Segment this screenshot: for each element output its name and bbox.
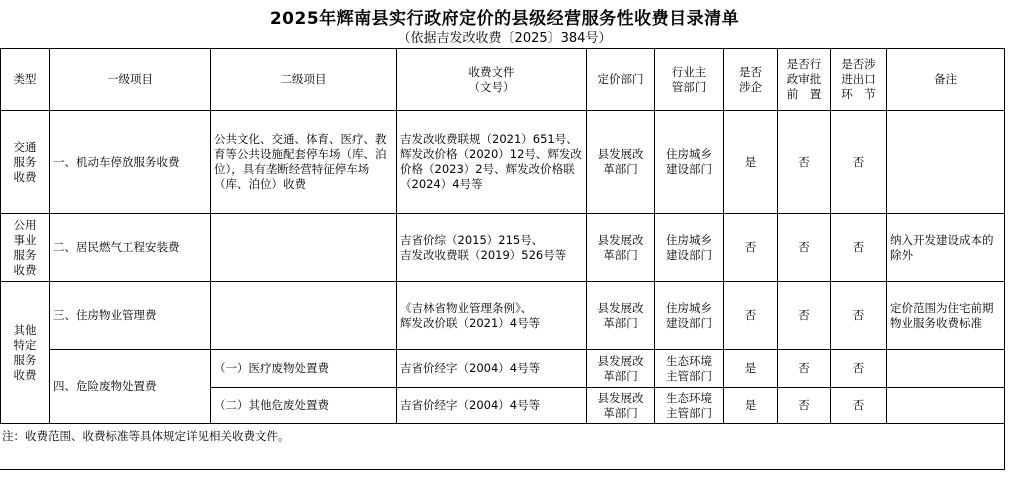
document-subtitle: （依据吉发改收费〔2025〕384号） [397, 31, 612, 46]
cell-involves-enterprise: 否 [724, 214, 778, 282]
cell-involves-enterprise: 是 [724, 111, 778, 214]
cell-pricing-dept: 县发展改 革部门 [587, 111, 655, 214]
cell-level1: 一、机动车停放服务收费 [50, 111, 211, 214]
cell-document: 吉发改收费联规（2021）651号、辉发改价格（2020）12号、辉发改价格（2023）2号、辉发改价格联（2024）4号等 [397, 111, 587, 214]
cell-industry-dept: 住房城乡 建设部门 [655, 111, 724, 214]
note-box-right-border [1004, 422, 1005, 470]
cell-import-export: 否 [831, 282, 887, 350]
cell-remarks: 纳入开发建设成本的除外 [887, 214, 1005, 282]
cell-category: 其他 特定 服务 收费 [1, 282, 50, 424]
header-level1: 一级项目 [50, 49, 211, 111]
cell-industry-dept: 住房城乡 建设部门 [655, 282, 724, 350]
table-header-row [1, 49, 1005, 111]
cell-admin-approval: 否 [778, 388, 831, 424]
cell-admin-approval: 否 [778, 111, 831, 214]
table-row [1, 282, 1005, 350]
cell-document: 吉省价经字（2004）4号等 [397, 350, 587, 388]
header-involves-enterprise: 是否 涉企 [724, 49, 778, 111]
header-category: 类型 [1, 49, 50, 111]
cell-admin-approval: 否 [778, 282, 831, 350]
cell-document: 吉省价经字（2004）4号等 [397, 388, 587, 424]
cell-industry-dept: 生态环境 主管部门 [655, 388, 724, 424]
cell-level1: 三、住房物业管理费 [50, 282, 211, 350]
cell-industry-dept: 生态环境 主管部门 [655, 350, 724, 388]
cell-document: 《吉林省物业管理条例》、 辉发改价联（2021）4号等 [397, 282, 587, 350]
cell-remarks [887, 350, 1005, 388]
cell-document: 吉省价综（2015）215号、 吉发改收费联（2019）526号等 [397, 214, 587, 282]
cell-level2: 公共文化、交通、体育、医疗、教育等公共设施配套停车场（库、泊位），具有垄断经营特征停车场（库、泊位）收费 [211, 111, 397, 214]
document-title: 2025年辉南县实行政府定价的县级经营服务性收费目录清单 [269, 9, 740, 29]
table-row [1, 214, 1005, 282]
cell-admin-approval: 否 [778, 214, 831, 282]
cell-pricing-dept: 县发展改 革部门 [587, 388, 655, 424]
header-document: 收费文件 （文号） [397, 49, 587, 111]
cell-level2: （二）其他危废处置费 [211, 388, 397, 424]
header-admin-approval: 是否行 政审批 前 置 [778, 49, 831, 111]
cell-involves-enterprise: 是 [724, 350, 778, 388]
cell-remarks [887, 111, 1005, 214]
fee-catalog-table [0, 48, 1005, 424]
cell-import-export: 否 [831, 214, 887, 282]
cell-import-export: 否 [831, 111, 887, 214]
cell-category: 交通 服务 收费 [1, 111, 50, 214]
cell-involves-enterprise: 是 [724, 388, 778, 424]
cell-remarks [887, 388, 1005, 424]
cell-level2: （一）医疗废物处置费 [211, 350, 397, 388]
footnote: 注：收费范围、收费标准等具体规定详见相关收费文件。 [2, 429, 290, 443]
cell-import-export: 否 [831, 388, 887, 424]
header-import-export: 是否涉 进出口 环 节 [831, 49, 887, 111]
cell-level2 [211, 214, 397, 282]
cell-level1: 四、危险废物处置费 [50, 350, 211, 424]
cell-pricing-dept: 县发展改 革部门 [587, 214, 655, 282]
cell-category: 公用 事业 服务 收费 [1, 214, 50, 282]
header-pricing-dept: 定价部门 [587, 49, 655, 111]
cell-remarks: 定价范围为住宅前期物业服务收费标准 [887, 282, 1005, 350]
cell-level1: 二、居民燃气工程安装费 [50, 214, 211, 282]
header-industry-dept: 行业主 管部门 [655, 49, 724, 111]
cell-pricing-dept: 县发展改 革部门 [587, 282, 655, 350]
cell-involves-enterprise: 否 [724, 282, 778, 350]
header-remarks: 备注 [887, 49, 1005, 111]
cell-level2 [211, 282, 397, 350]
cell-admin-approval: 否 [778, 350, 831, 388]
cell-import-export: 否 [831, 350, 887, 388]
header-level2: 二级项目 [211, 49, 397, 111]
cell-industry-dept: 住房城乡 建设部门 [655, 214, 724, 282]
table-row [1, 111, 1005, 214]
note-box-bottom-border [0, 469, 1005, 470]
table-row [1, 350, 1005, 388]
cell-pricing-dept: 县发展改 革部门 [587, 350, 655, 388]
